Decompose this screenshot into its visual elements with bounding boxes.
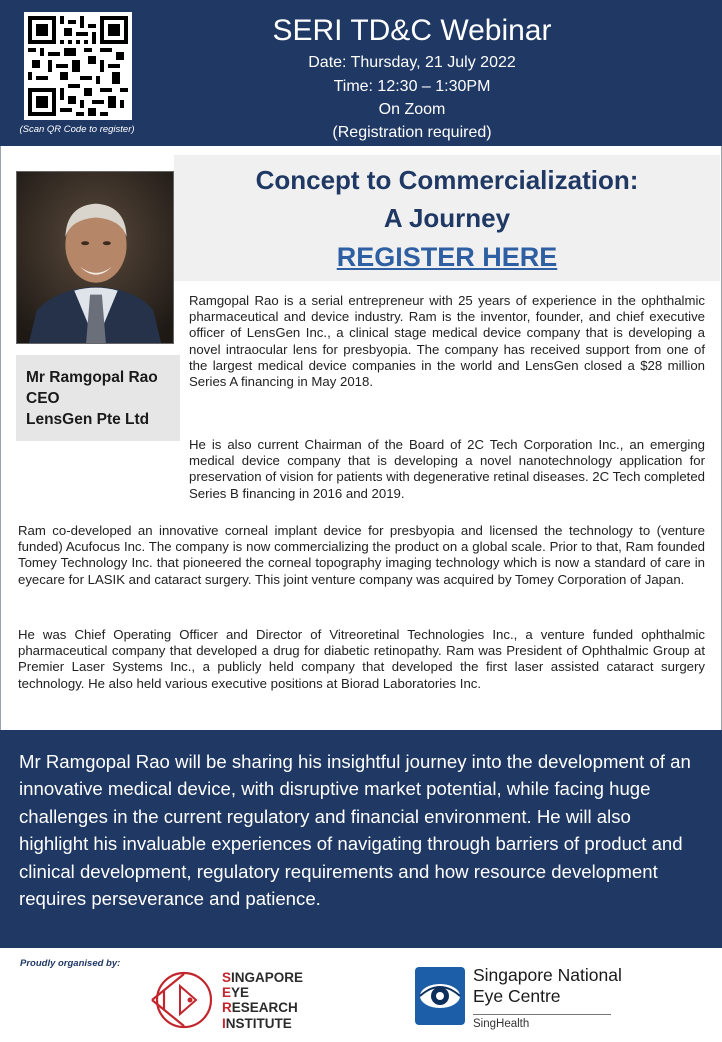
speaker-role: CEO [26,390,60,407]
bio-paragraph-2: He is also current Chairman of the Board of 2C Tech Corporation Inc., an emerging medical device company that is developing a novel nanotechnology application for preservation of vision for patients with degenerative retinal diseases. 2C Tech completed Series B financing in 2016 and 2019. [189,437,705,501]
event-time: Time: 12:30 – 1:30PM [333,78,491,95]
speaker-photo [16,171,174,344]
snec-eye-logo-icon [414,966,466,1026]
talk-title-line1: Concept to Commercialization: [255,165,639,195]
qr-caption: (Scan QR Code to register) [19,124,135,135]
snec-subtitle: SingHealth [473,1018,530,1030]
webinar-title: SERI TD&C Webinar [272,14,552,47]
organised-by-label: Proudly organised by: [20,958,121,969]
registration-note: (Registration required) [332,124,492,141]
header-banner [0,0,722,146]
register-link[interactable]: REGISTER HERE [336,242,558,272]
speaker-name: Mr Ramgopal Rao [26,369,158,386]
bio-paragraph-4: He was Chief Operating Officer and Director of Vitreoretinal Technologies Inc., a venture funded ophthalmic pharmaceutical company that developed a drug for diabetic retinopathy. Ram was President of Ophthalmic Group at Premier Laser Systems Inc., a publicly held company that developed the first laser assisted cataract surgery technology. He also held various executive positions at Biorad Laboratories Inc. [18,627,705,691]
snec-divider [473,1014,611,1015]
talk-title-box [174,155,720,281]
talk-title-line2: A Journey [383,203,511,233]
bio-paragraph-1: Ramgopal Rao is a serial entrepreneur with 25 years of experience in the ophthalmic pharmaceutical and device industry. Ram is the inventor, founder, and chief executive officer of LensGen Inc., a clinical stage medical device company that is developing a novel intraocular lens for presbyopia. The company has received support from one of the largest medical device companies in the world and LensGen closed a $28 million Series A financing in May 2018. [189,293,705,390]
snec-name: Singapore National Eye Centre [473,965,622,1006]
seri-logo-text: SINGAPORE EYE RESEARCH INSTITUTE [222,970,304,1031]
speaker-company: LensGen Pte Ltd [26,411,150,428]
event-date: Date: Thursday, 21 July 2022 [308,54,516,71]
talk-summary: Mr Ramgopal Rao will be sharing his insightful journey into the development of an innovative medical device, with disruptive market potential, while facing huge challenges in the current regulatory and financial environment. He will also highlight his invaluable experiences of navigating through barriers of product and clinical development, regulatory requirements and how resource development requires perseverance and patience. [19,751,691,910]
qr-code-icon[interactable] [24,12,132,120]
event-venue: On Zoom [378,101,446,118]
speaker-namebox [16,355,180,441]
seri-eye-logo-icon [150,968,216,1032]
bio-paragraph-3: Ram co-developed an innovative corneal implant device for presbyopia and licensed the technology to (venture funded) Acufocus Inc. The company is now commercializing the product on a global scale. Prior to that, Ram founded Tomey Technology Inc. that pioneered the corneal topography imaging technology which is now a standard of care in eyecare for LASIK and cataract surgery. This joint venture company was acquired by Tomey Corporation of Japan. [18,523,705,587]
talk-summary-banner [0,730,722,948]
footer [0,948,722,1042]
